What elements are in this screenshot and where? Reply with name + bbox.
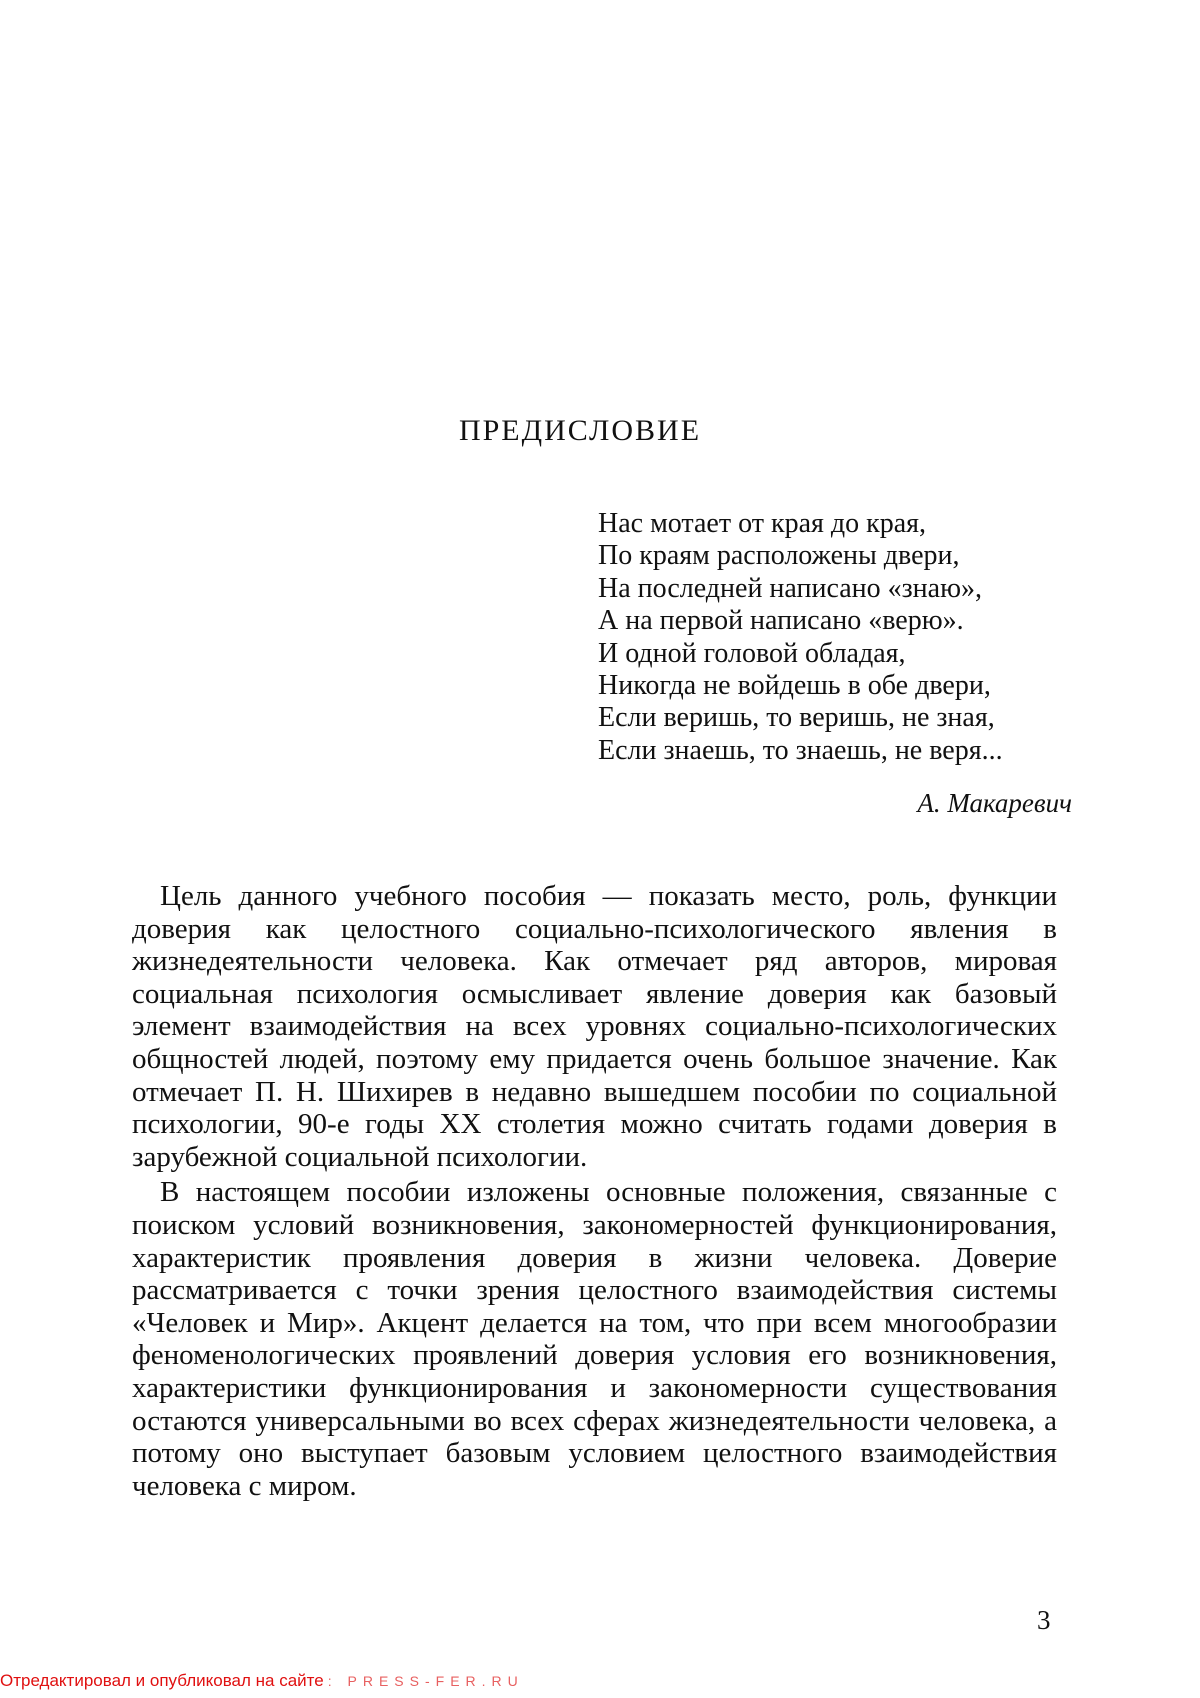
- epigraph-line: Если знаешь, то знаешь, не веря...: [598, 734, 1003, 766]
- epigraph-line: Нас мотает от края до края,: [598, 508, 927, 539]
- epigraph-line: Никогда не войдешь в обе двери,: [598, 670, 991, 702]
- epigraph-line: Если веришь, то веришь, не зная,: [598, 702, 995, 734]
- footer-site-link[interactable]: : PRESS-FER.RU: [327, 1673, 524, 1689]
- footer-note: [0, 1671, 524, 1691]
- epigraph: [598, 508, 1088, 767]
- section-heading: ПРЕДИСЛОВИЕ: [458, 414, 702, 447]
- footer-text: Отредактировал и опубликовал на сайте: [0, 1671, 324, 1690]
- page-number: 3: [1037, 1605, 1051, 1635]
- body-text: [132, 880, 1057, 1502]
- epigraph-line: По краям расположены двери,: [598, 540, 960, 572]
- paragraph: Цель данного учебного пособия — показать место, роль, функции доверия как целостного социально-психологического явления в жизнедеятельности человека. Как отмечает ряд авторов, мировая социальная психология осмысливает явление доверия как базовый элемент взаимодействия на всех уровнях социально-психологических общностей людей, поэтому ему придается очень большое значение. Как отмечает П. Н. Шихирев в недавно вышедшем пособии по социальной психологии, 90-е годы XX столетия можно считать годами доверия в зарубежной социальной психологии.: [132, 880, 1057, 1173]
- paragraph: В настоящем пособии изложены основные положения, связанные с поиском условий возникновения, закономерностей функционирования, характеристик проявления доверия в жизни человека. Доверие рассматривается с точки зрения целостного взаимодействия системы «Человек и Мир». Акцент делается на том, что при всем многообразии феноменологических проявлений доверия условия его возникновения, характеристики функционирования и закономерности существования остаются универсальными во всех сферах жизнедеятельности человека, а потому оно выступает базовым условием целостного взаимодействия человека с миром.: [132, 1176, 1057, 1502]
- epigraph-line: А на первой написано «верю».: [598, 605, 964, 637]
- epigraph-line: На последней написано «знаю»,: [598, 572, 983, 604]
- epigraph-author: А. Макаревич: [917, 788, 1072, 818]
- epigraph-line: И одной головой обладая,: [598, 637, 906, 669]
